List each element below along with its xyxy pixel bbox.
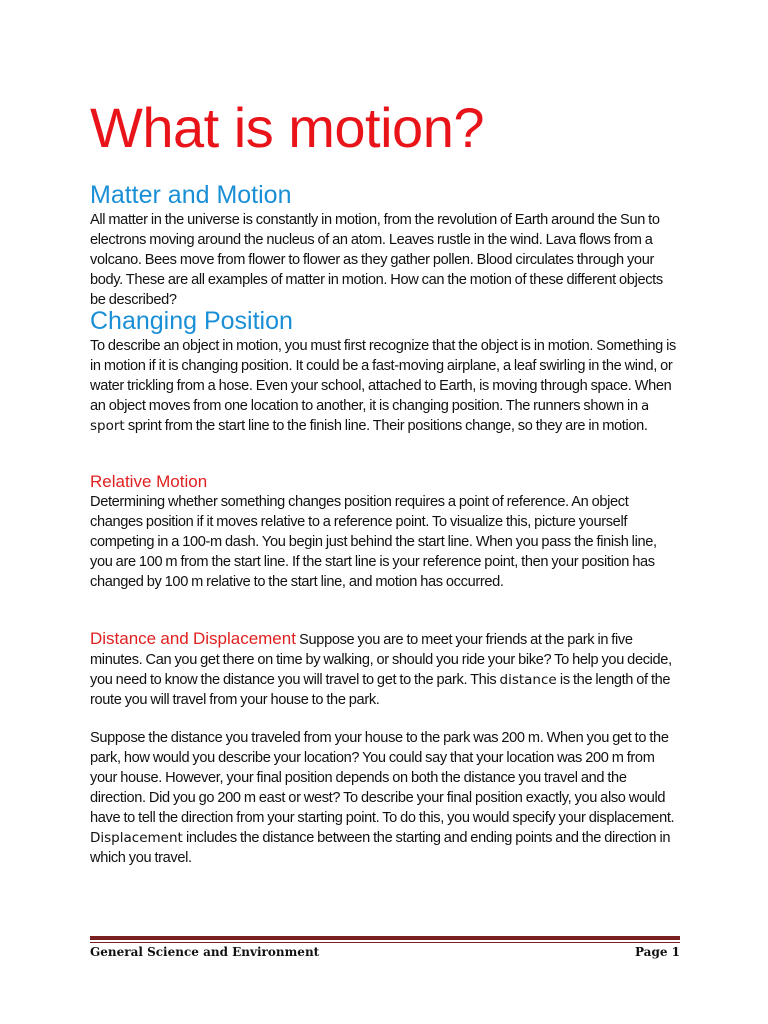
emphasis-distance: distance [499, 672, 557, 688]
text-run: Suppose the distance you traveled from your house to the park was 200 m. When you get to the park, how would you describe your location? You could say that your location was 200 m from your house. However, your final position depends on both the distance you travel and the direction. Did you go 200 m east or west? To describe your final position exactly, you also would have to tell the direction from your starting point. To do this, you would specify your displacement. [90, 730, 675, 826]
page-title: What is motion? [90, 96, 484, 159]
paragraph-matter-motion: All matter in the universe is constantly in motion, from the revolution of Earth around the Sun to electrons moving around the nucleus of an atom. Leaves rustle in the wind. Lava flows from a volcano. Bees move from flower to flower as they gather pollen. Blood circulates through your body. These are all examples of matter in motion. How can the motion of these different objects be described? [90, 212, 663, 308]
paragraph-relative-motion: Determining whether something changes position requires a point of reference. An object changes position if it moves relative to a reference point. To visualize this, picture yourself competing in a 100-m dash. You begin just behind the start line. When you pass the finish line, you are 100 m from the start line. If the start line is your reference point, then your position has changed by 100 m relative to the start line, and motion has occurred. [90, 494, 657, 590]
text-run: includes the distance between the starting and ending points and the direction in which you travel. [90, 830, 671, 866]
footer-divider [90, 936, 680, 940]
section-heading-relative-motion: Relative Motion [90, 472, 208, 491]
text-run: Suppose you are to meet your friends at the park in five minutes. Can you get there on time by walking, or should you ride your bike? To help you decide, you need to know the distance you will travel to get to the park. This [90, 632, 672, 688]
section-heading-distance-displacement: Distance and Displacement [90, 629, 296, 648]
section-distance-displacement [90, 629, 680, 868]
section-heading-matter-motion: Matter and Motion [90, 181, 292, 209]
paragraph-displacement [90, 728, 680, 868]
text-run: To describe an object in motion, you must first recognize that the object is in motion. Something is in motion if it is changing position. It could be a fast-moving airplane, a leaf swirling in the wind, or water trickling from a hose. Even your school, attached to Earth, is moving through space. When an object moves from one location to another, it is changing position. The runners shown in [90, 338, 676, 414]
paragraph-distance [90, 629, 680, 710]
section-changing-position [90, 306, 680, 436]
text-run: sprint from the start line to the finish line. Their positions change, so they are in motion. [124, 418, 648, 434]
paragraph-changing-position [90, 336, 680, 436]
section-relative-motion [90, 472, 680, 592]
section-heading-changing-position: Changing Position [90, 307, 293, 335]
text-run: is the length of the route you will travel from your house to the park. [90, 672, 671, 708]
emphasis-displacement: Displacement [90, 830, 183, 846]
footer-divider-thin [90, 942, 680, 943]
section-matter-motion [90, 180, 680, 310]
emphasis-a-sport: a sport [90, 398, 650, 434]
footer-page-number: Page 1 [634, 945, 680, 959]
footer-course-title: General Science and Environment [90, 945, 320, 959]
document-page [90, 0, 680, 1024]
